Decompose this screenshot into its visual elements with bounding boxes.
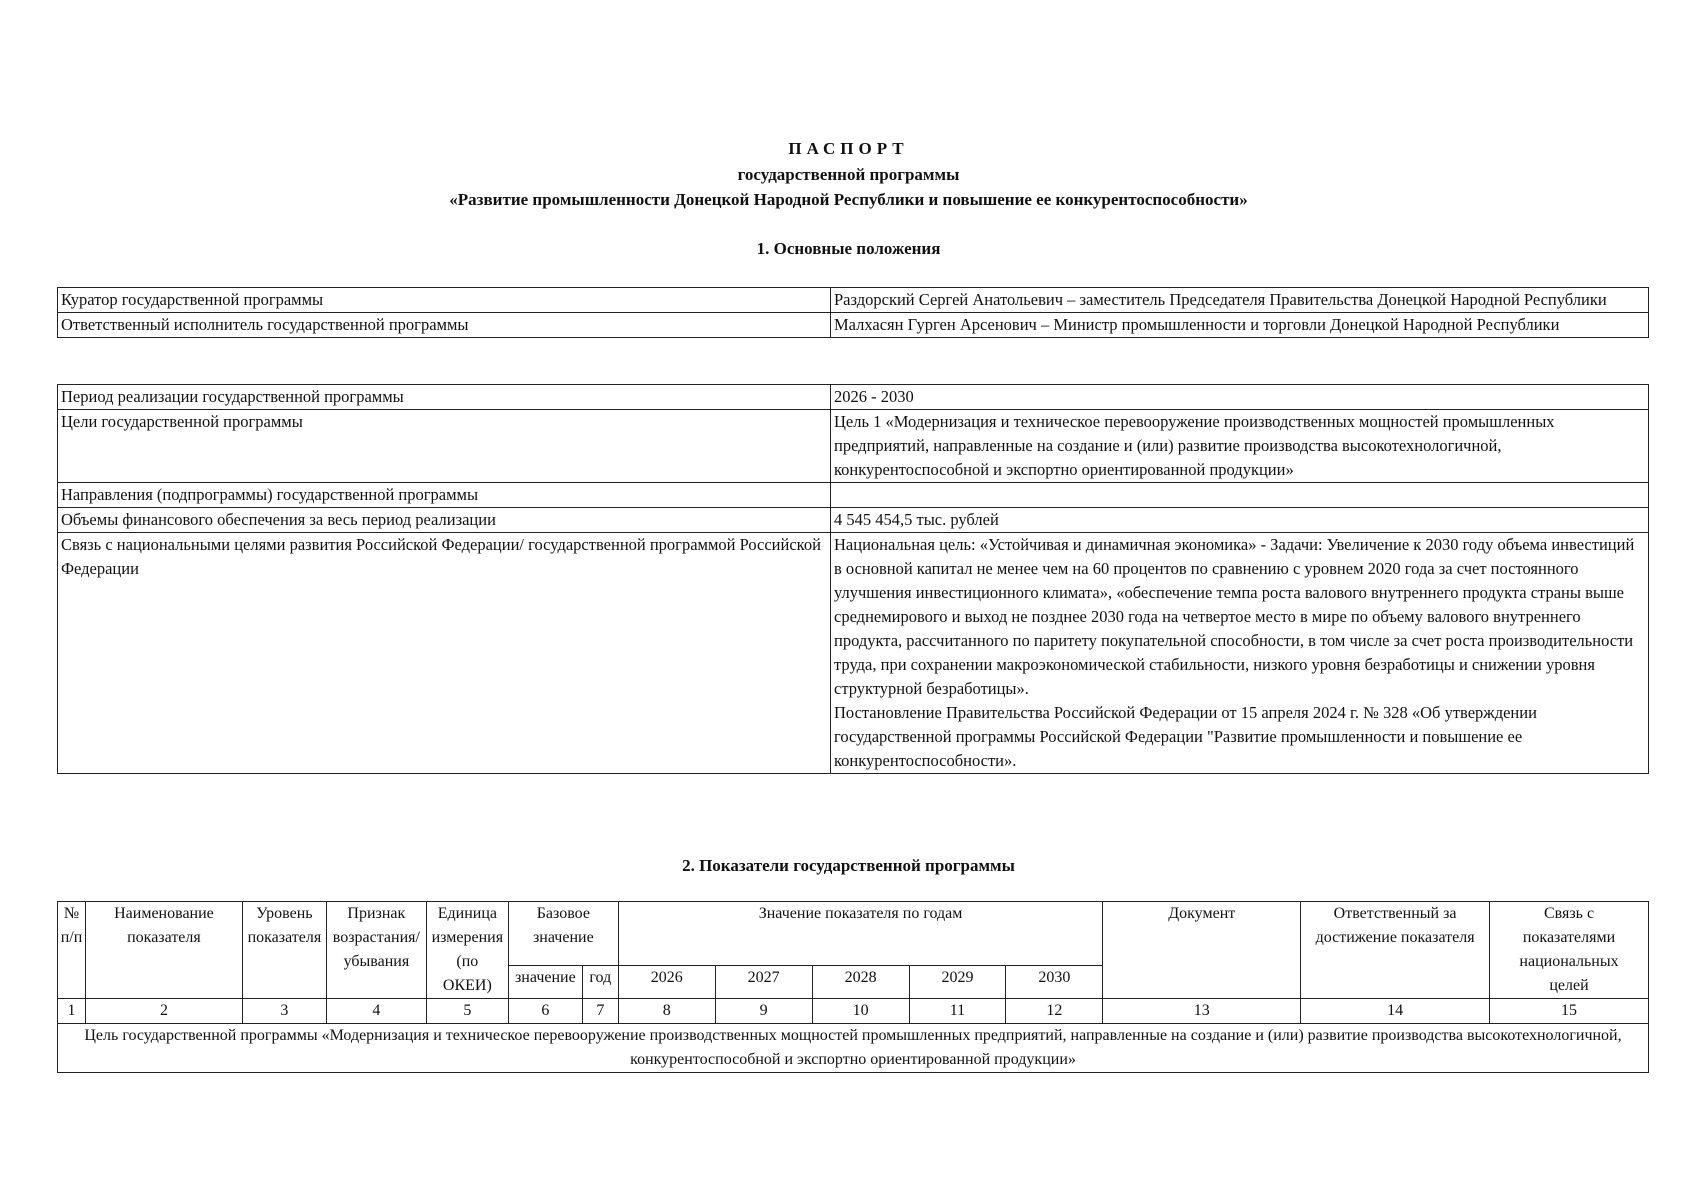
section2-heading: 2. Показатели государственной программы bbox=[682, 856, 1015, 875]
row-label: Ответственный исполнитель государственной программы bbox=[58, 313, 831, 338]
col-number: 7 bbox=[582, 999, 618, 1024]
col-unit-header: Единица измерения (по ОКЕИ) bbox=[426, 902, 508, 999]
table-row bbox=[58, 533, 1649, 774]
col-year-header: 2028 bbox=[812, 966, 909, 999]
table-row bbox=[58, 313, 1649, 338]
col-number: 15 bbox=[1490, 999, 1649, 1024]
col-number: 14 bbox=[1301, 999, 1490, 1024]
col-base-header: Базовое значение bbox=[508, 902, 618, 966]
document-title: ПАСПОРТ bbox=[788, 139, 909, 158]
row-label: Направления (подпрограммы) государственной программы bbox=[58, 483, 831, 508]
section1-heading: 1. Основные положения bbox=[756, 239, 941, 258]
row-label: Объемы финансового обеспечения за весь период реализации bbox=[58, 508, 831, 533]
table-header-row bbox=[58, 902, 1649, 966]
program-name: «Развитие промышленности Донецкой Народной Республики и повышение ее конкурентоспособности» bbox=[449, 190, 1248, 209]
col-link-header: Связь с показателями национальных целей bbox=[1490, 902, 1649, 999]
goal-row-text: Цель государственной программы «Модернизация и техническое перевооружение производственных мощностей промышленных предприятий, направленные на создание и (или) развитие производства высокотехнологичной, конкурентоспособной и экспортно ориентированной продукции» bbox=[58, 1024, 1649, 1073]
row-value: Малхасян Гурген Арсенович – Министр промышленности и торговли Донецкой Народной Республики bbox=[831, 313, 1649, 338]
column-number-row bbox=[58, 999, 1649, 1024]
row-label: Куратор государственной программы bbox=[58, 288, 831, 313]
col-number: 11 bbox=[909, 999, 1006, 1024]
col-number: 1 bbox=[58, 999, 86, 1024]
col-number: 8 bbox=[618, 999, 715, 1024]
col-base-value-header: значение bbox=[508, 966, 582, 999]
document-subtitle: государственной программы bbox=[737, 165, 960, 184]
col-year-header: 2029 bbox=[909, 966, 1006, 999]
row-value: Национальная цель: «Устойчивая и динамичная экономика» - Задачи: Увеличение к 2030 году объема инвестиций в основной капитал не менее чем на 60 процентов по сравнению с уровнем 2020 года за счет постоянного улучшения инвестиционного климата», «обеспечение темпа роста валового внутреннего продукта страны выше среднемирового и выход не позднее 2030 года на четвертое место в мире по объему валового внутреннего продукта, рассчитанного по паритету покупательной способности, в том числе за счет роста производительности труда, при сохранении макроэкономической стабильности, низкого уровня безработицы и снижении уровня структурной безработицы». Постановление Правительства Российской Федерации от 15 апреля 2024 г. № 328 «Об утверждении государственной программы Российской Федерации "Развитие промышленности и повышение ее конкурентоспособности». bbox=[831, 533, 1649, 774]
program-info-table bbox=[57, 384, 1649, 774]
row-label: Период реализации государственной программы bbox=[58, 385, 831, 410]
col-number: 3 bbox=[242, 999, 326, 1024]
table-row bbox=[58, 410, 1649, 483]
col-year-header: 2026 bbox=[618, 966, 715, 999]
col-name-header: Наименование показателя bbox=[85, 902, 242, 999]
col-number: 5 bbox=[426, 999, 508, 1024]
col-number: 6 bbox=[508, 999, 582, 1024]
col-number: 12 bbox=[1006, 999, 1103, 1024]
row-value: 2026 - 2030 bbox=[831, 385, 1649, 410]
indicators-table bbox=[57, 901, 1649, 1073]
col-base-year-header: год bbox=[582, 966, 618, 999]
col-number: 10 bbox=[812, 999, 909, 1024]
curator-table bbox=[57, 287, 1649, 338]
col-level-header: Уровень показателя bbox=[242, 902, 326, 999]
table-row bbox=[58, 385, 1649, 410]
col-number: 9 bbox=[715, 999, 812, 1024]
table-row bbox=[58, 483, 1649, 508]
col-number: 2 bbox=[85, 999, 242, 1024]
goal-row bbox=[58, 1024, 1649, 1073]
col-document-header: Документ bbox=[1103, 902, 1301, 999]
row-value: 4 545 454,5 тыс. рублей bbox=[831, 508, 1649, 533]
col-responsible-header: Ответственный за достижение показателя bbox=[1301, 902, 1490, 999]
col-sign-header: Признак возрастания/ убывания bbox=[326, 902, 426, 999]
table-row bbox=[58, 508, 1649, 533]
row-value: Раздорский Сергей Анатольевич – заместитель Председателя Правительства Донецкой Народной Республики bbox=[831, 288, 1649, 313]
col-year-header: 2030 bbox=[1006, 966, 1103, 999]
row-value: Цель 1 «Модернизация и техническое перевооружение производственных мощностей промышленных предприятий, направленные на создание и (или) развитие производства высокотехнологичной, конкурентоспособной и экспортно ориентированной продукции» bbox=[831, 410, 1649, 483]
col-num-header: № п/п bbox=[58, 902, 86, 999]
col-by-years-header: Значение показателя по годам bbox=[618, 902, 1103, 966]
table-row bbox=[58, 288, 1649, 313]
row-label: Цели государственной программы bbox=[58, 410, 831, 483]
col-year-header: 2027 bbox=[715, 966, 812, 999]
row-value bbox=[831, 483, 1649, 508]
col-number: 4 bbox=[326, 999, 426, 1024]
col-number: 13 bbox=[1103, 999, 1301, 1024]
row-label: Связь с национальными целями развития Российской Федерации/ государственной программой Российской Федерации bbox=[58, 533, 831, 774]
